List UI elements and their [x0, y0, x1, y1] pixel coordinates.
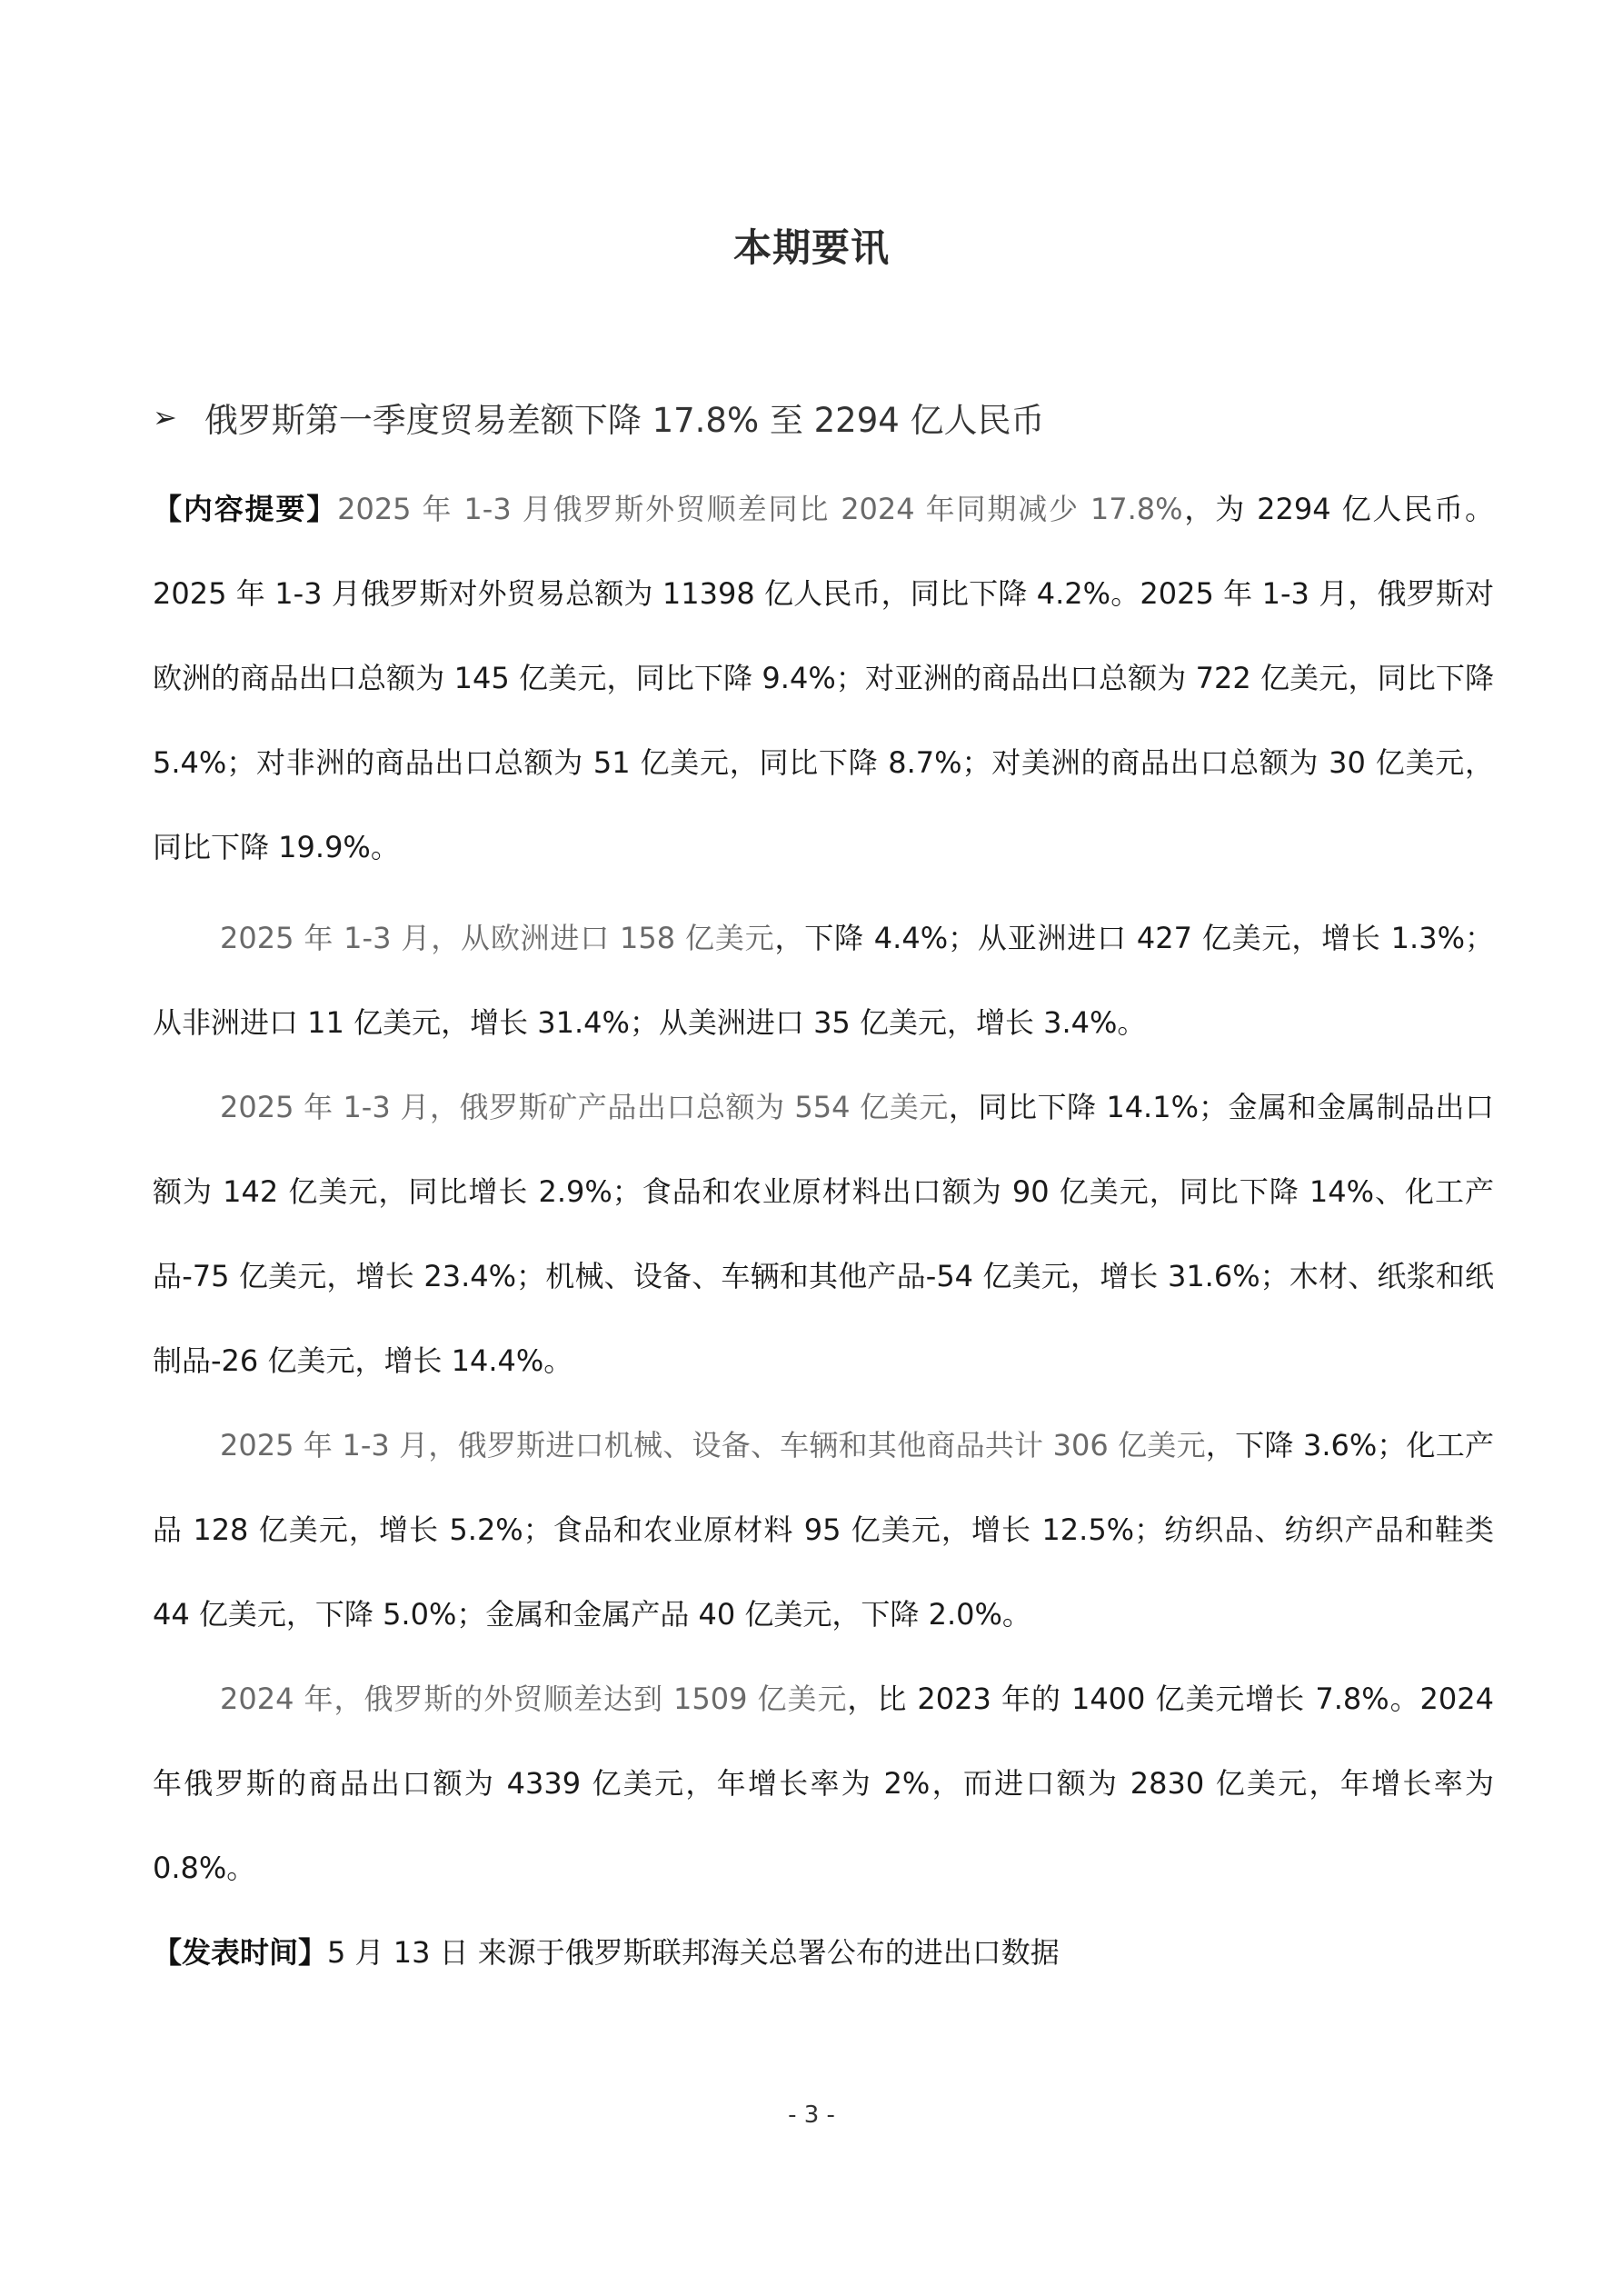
- paragraph-text: ，比 2023 年的 1400 亿美元增长 7.8%。2024 年俄罗斯的商品出口额为 4339 亿美元，年增长率为 2%，而进口额为 2830 亿美元，年增长率为 0.8%。: [153, 1682, 1494, 1885]
- paragraph-text: ，下降 3.6%；化工产品 128 亿美元，增长 5.2%；食品和农业原材料 95 亿美元，增长 12.5%；纺织品、纺织产品和鞋类 44 亿美元，下降 5.0%；金属和金属产品 40 亿美元，下降 2.0%。: [153, 1428, 1494, 1632]
- headline-text: 俄罗斯第一季度贸易差额下降 17.8% 至 2294 亿人民币: [204, 401, 1045, 440]
- body-paragraph-imports-by-region: [153, 896, 1494, 1065]
- page-number: - 3 -: [788, 2101, 835, 2129]
- paragraph-text: ，同比下降 14.1%；金属和金属制品出口额为 142 亿美元，同比增长 2.9%；食品和农业原材料出口额为 90 亿美元，同比下降 14%、化工产品-75 亿美元，增长 23.4%；机械、设备、车辆和其他产品-54 亿美元，增长 31.6%；木材、纸浆和纸制品-26 亿美元，增长 14.4%。: [153, 1090, 1494, 1378]
- publication-text: 5 月 13 日 来源于俄罗斯联邦海关总署公布的进出口数据: [327, 1935, 1060, 1970]
- summary-paragraph: [153, 467, 1494, 890]
- arrow-bullet-icon: ➢: [153, 400, 177, 434]
- paragraph-lead: 2025 年 1-3 月，从欧洲进口 158 亿美元: [220, 921, 775, 955]
- summary-label: 【内容提要】: [153, 492, 338, 526]
- body-paragraph-exports-by-product: [153, 1065, 1494, 1403]
- publication-label: 【发表时间】: [153, 1935, 328, 1970]
- paragraph-lead: 2025 年 1-3 月，俄罗斯矿产品出口总额为 554 亿美元: [220, 1090, 949, 1124]
- news-headline: [153, 393, 1045, 442]
- body-paragraph-annual-surplus: [153, 1657, 1494, 1911]
- summary-text: ，为 2294 亿人民币。2025 年 1-3 月俄罗斯对外贸易总额为 11398 亿人民币，同比下降 4.2%。2025 年 1-3 月，俄罗斯对欧洲的商品出口总额为 145 亿美元，同比下降 9.4%；对亚洲的商品出口总额为 722 亿美元，同比下降 5.4%；对非洲的商品出口总额为 51 亿美元，同比下降 8.7%；对美洲的商品出口总额为 30 亿美元，同比下降 19.9%。: [153, 492, 1494, 864]
- page-title: 本期要讯: [732, 225, 890, 270]
- publication-info: [153, 1911, 1494, 1995]
- paragraph-text: ，下降 4.4%；从亚洲进口 427 亿美元，增长 1.3%；从非洲进口 11 亿美元，增长 31.4%；从美洲进口 35 亿美元，增长 3.4%。: [153, 921, 1494, 1040]
- paragraph-lead: 2024 年，俄罗斯的外贸顺差达到 1509 亿美元: [220, 1682, 848, 1716]
- paragraph-lead: 2025 年 1-3 月，俄罗斯进口机械、设备、车辆和其他商品共计 306 亿美元: [220, 1428, 1206, 1462]
- summary-lead: 2025 年 1-3 月俄罗斯外贸顺差同比 2024 年同期减少 17.8%: [337, 492, 1183, 526]
- body-paragraph-imports-by-product: [153, 1403, 1494, 1657]
